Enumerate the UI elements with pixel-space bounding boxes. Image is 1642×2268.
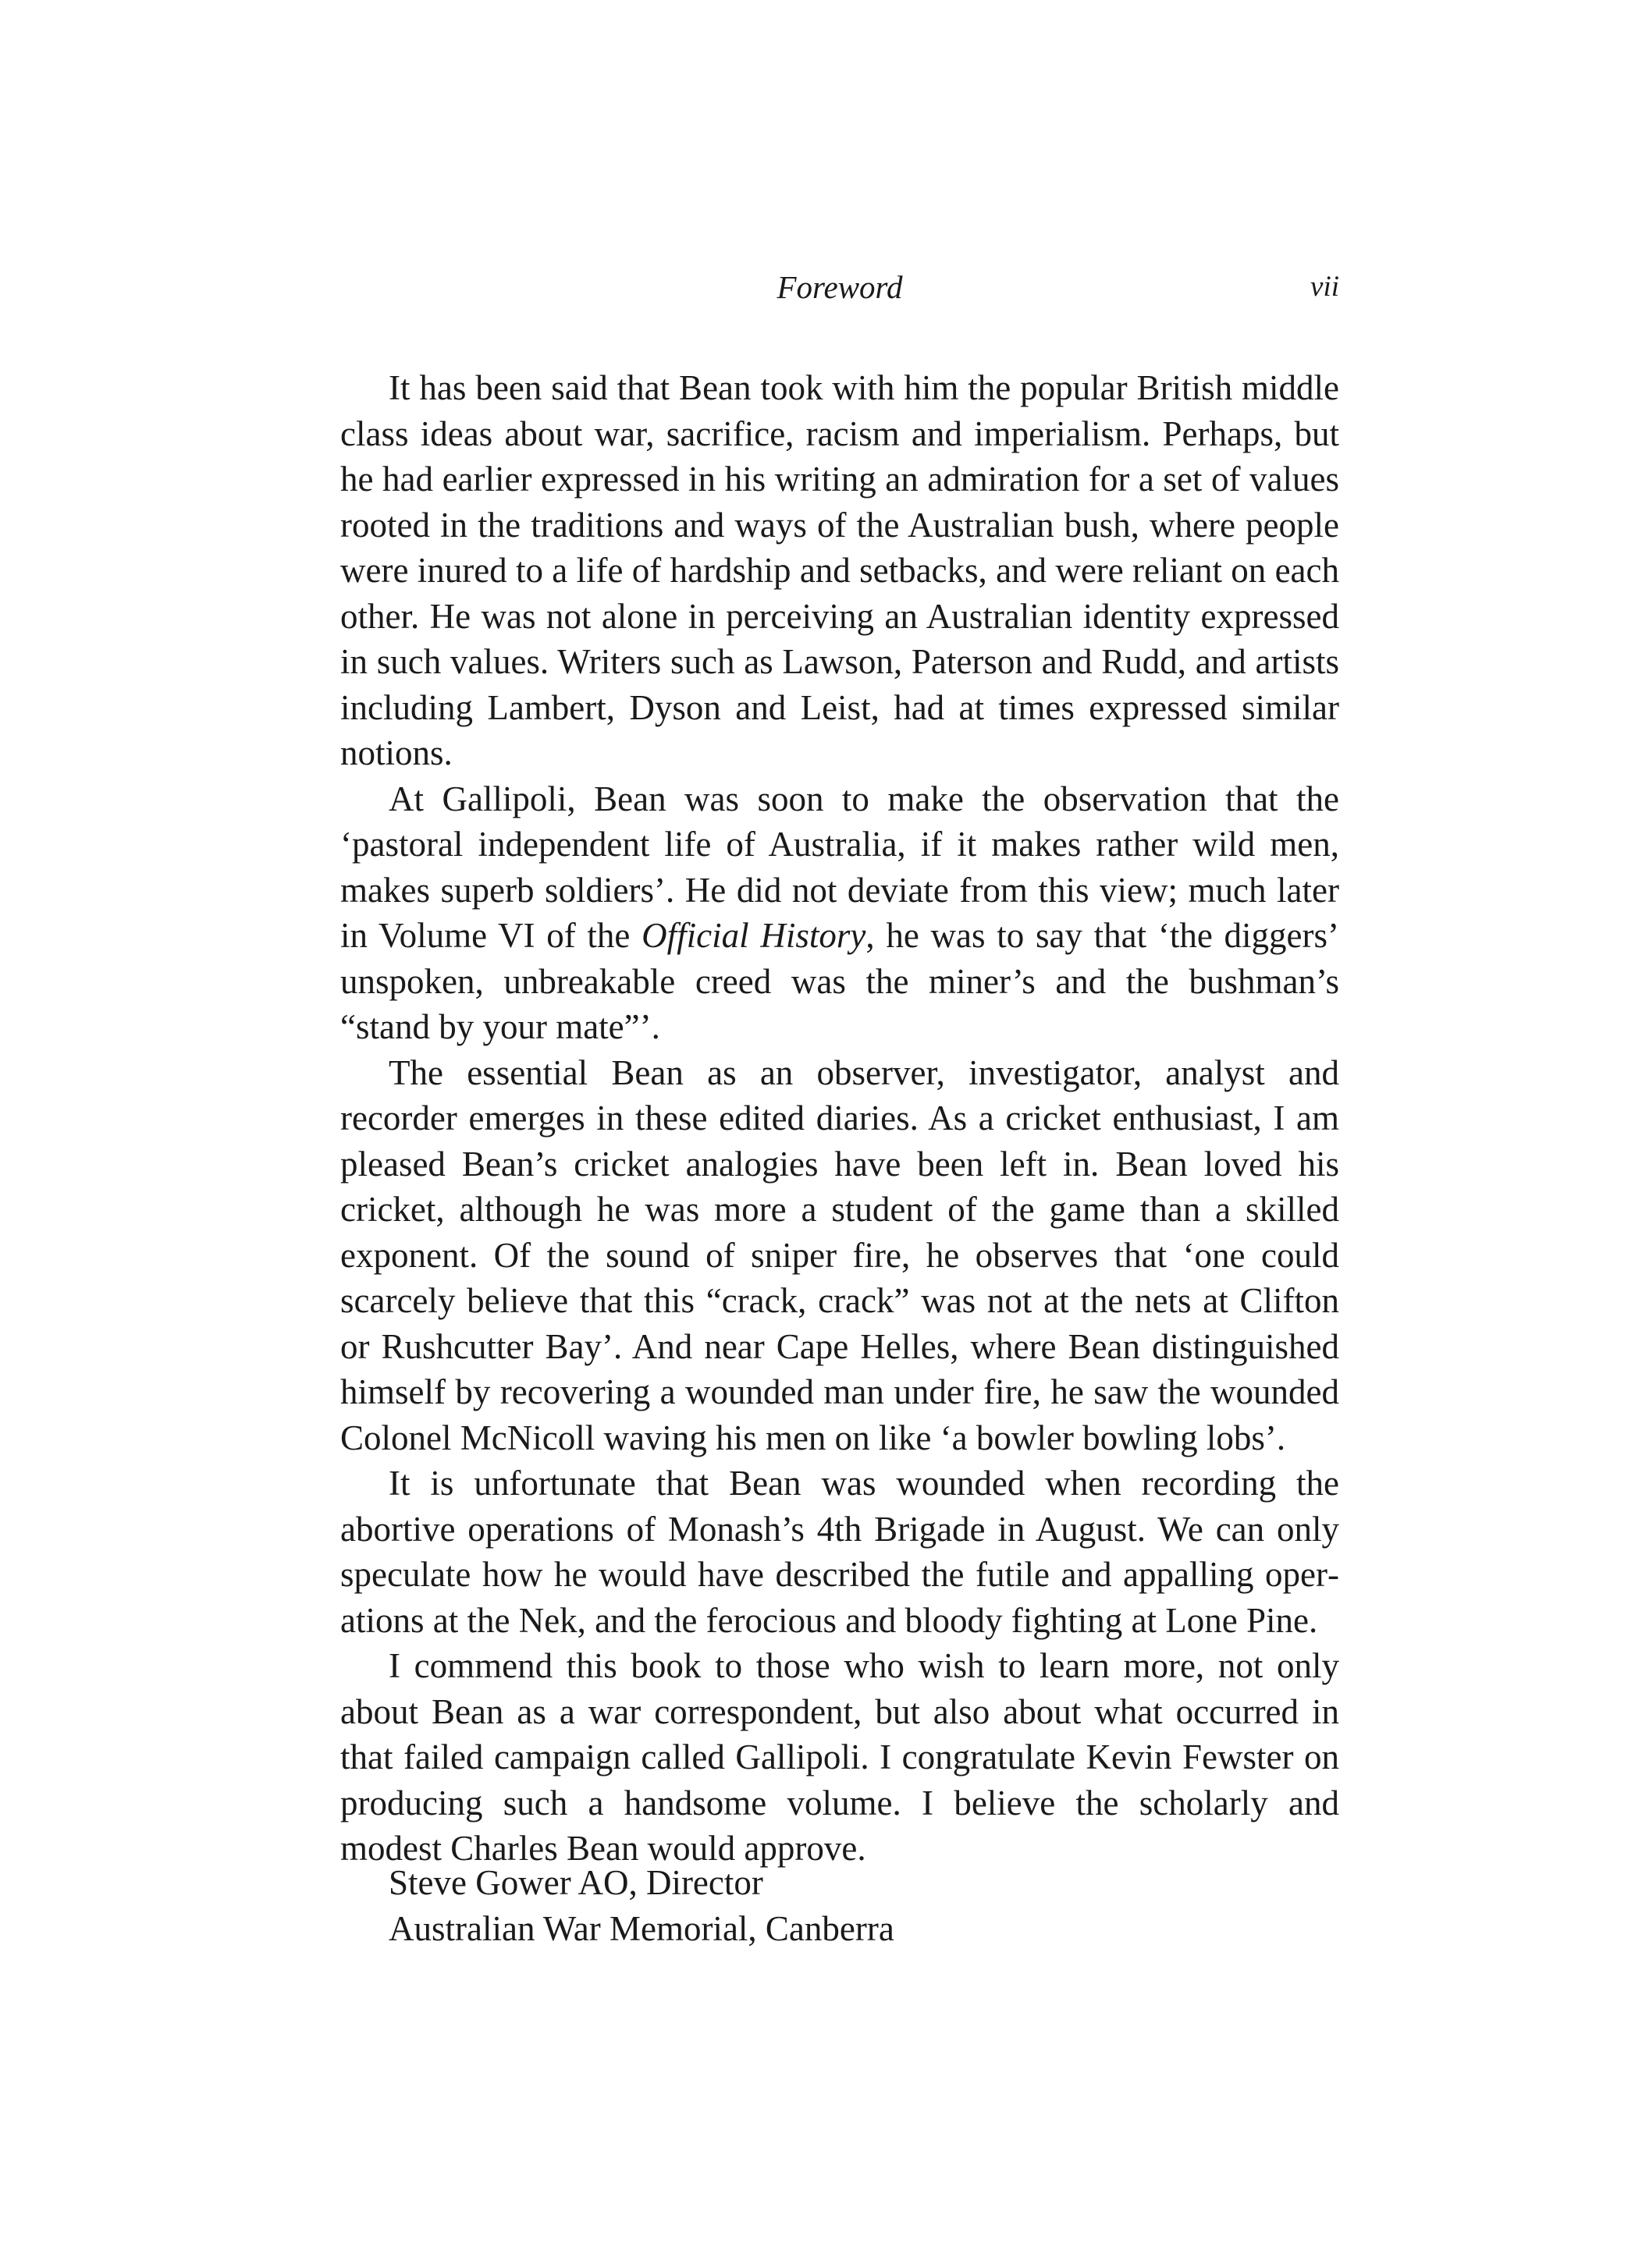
official-history-title: Official History xyxy=(642,916,866,955)
paragraph-3: The essential Bean as an observer, investigator, analyst and recorder emerges in these edited diaries. As a cricket enthusiast, I am pleased Bean’s cricket analogies have been left in. Bean loved his cricket, although he was more a student of the game than a skilled exponent. Of the sound of sniper fire, he observes that ‘one could scarcely believe that this “crack, crack” was not at the nets at Clifton or Rushcutter Bay’. And near Cape Helles, where Bean distinguished himself by recovering a wounded man under fire, he saw the wounded Colonel McNicoll waving his men on like ‘a bowler bowling lobs’. xyxy=(340,1052,1339,1457)
paragraph-2-text-a: At Gallipoli, Bean was soon to make the observation that the ‘pastoral independent life of Australia, if it makes rather wild men, makes superb soldiers’. He did not deviate from this view; much later in Volume VI of the xyxy=(340,779,1339,955)
running-title: Foreword xyxy=(777,269,903,305)
paragraph-2 xyxy=(340,776,1339,1050)
running-head xyxy=(340,264,1339,311)
paragraph-4: It is unfortunate that Bean was wounded when recording the abortive operations of Monash’s 4th Brigade in August. We can only speculate how he would have described the futile and appalling operations at the Nek, and the ferocious and bloody fighting at Lone Pine. xyxy=(340,1464,1339,1640)
page-number: vii xyxy=(1310,271,1339,303)
paragraph-1: It has been said that Bean took with him the popular British middle class ideas about war, sacrifice, racism and imperialism. Perhaps, but he had earlier expressed in his writing an admiration for a set of values rooted in the traditions and ways of the Australian bush, where people were inured to a life of hardship and setbacks, and were reliant on each other. He was not alone in perceiving an Australian identity expressed in such values. Writers such as Lawson, Paterson and Rudd, and artists including Lambert, Dyson and Leist, had at times expressed similar notions. xyxy=(340,368,1339,772)
signature-name: Steve Gower AO, Director xyxy=(389,1863,763,1902)
paragraph-5: I commend this book to those who wish to learn more, not only about Bean as a war correspondent, but also about what occurred in that failed campaign called Gallipoli. I congratulate Kevin Fewster on producing such a handsome volume. I believe the scholarly and modest Charles Bean would approve. xyxy=(340,1646,1339,1868)
signature-organisation: Australian War Memorial, Canberra xyxy=(389,1908,894,1948)
foreword-body xyxy=(340,365,1339,1872)
signature-block xyxy=(389,1860,1325,1951)
paragraph-2-text-b: , he was to say that ‘the diggers’ unspoken, unbreakable creed was the miner’s and the bushman’s “stand by your mate”’. xyxy=(340,916,1340,1046)
